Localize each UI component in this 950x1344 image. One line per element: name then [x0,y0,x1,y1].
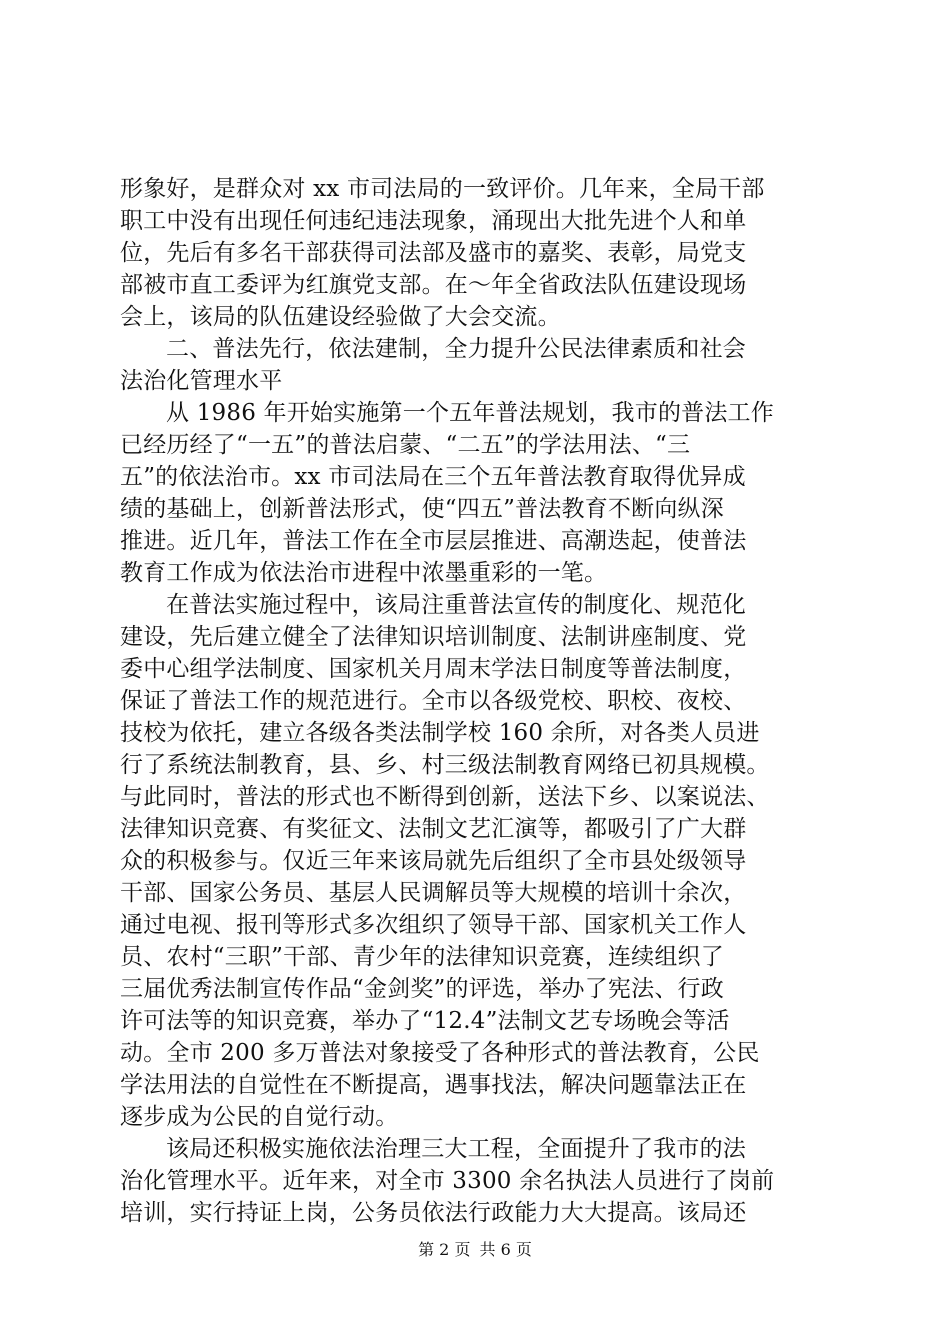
page-number: 第 2 页 [418,1240,471,1259]
section-heading-line: 法治化管理水平 [120,368,283,394]
text-line: 学法用法的自觉性在不断提高，遇事找法，解决问题靠法正在 [120,1072,747,1098]
text-line: 三届优秀法制宣传作品“金剑奖”的评选，举办了宪法、行政 [120,976,724,1002]
text-line: 保证了普法工作的规范进行。全市以各级党校、职校、夜校、 [120,688,747,714]
text-line: 与此同时，普法的形式也不断得到创新，送法下乡、以案说法、 [120,784,770,810]
text-line: 绩的基础上，创新普法形式，使“四五”普法教育不断向纵深 [120,496,724,522]
text-line: 职工中没有出现任何违纪违法现象，涌现出大批先进个人和单 [120,208,747,234]
text-line: 法律知识竞赛、有奖征文、法制文艺汇演等，都吸引了广大群 [120,816,747,842]
text-line: 已经历经了“一五”的普法启蒙、“二五”的学法用法、“三 [120,432,691,458]
text-line: 形象好，是群众对 xx 市司法局的一致评价。几年来，全局干部 [120,176,765,202]
text-line: 委中心组学法制度、国家机关月周末学法日制度等普法制度， [120,656,747,682]
page-footer [0,1240,950,1260]
document-body [120,173,840,1229]
page-total: 共 6 页 [479,1240,532,1259]
text-line: 五”的依法治市。xx 市司法局在三个五年普法教育取得优异成 [120,464,746,490]
text-line: 行了系统法制教育，县、乡、村三级法制教育网络已初具规模。 [120,752,770,778]
text-line: 在普法实施过程中，该局注重普法宣传的制度化、规范化 [166,592,746,618]
text-line: 位，先后有多名干部获得司法部及盛市的嘉奖、表彰，局党支 [120,240,747,266]
text-line: 众的积极参与。仅近三年来该局就先后组织了全市县处级领导 [120,848,747,874]
text-line: 逐步成为公民的自觉行动。 [120,1104,399,1130]
text-line: 干部、国家公务员、基层人民调解员等大规模的培训十余次， [120,880,747,906]
text-line: 技校为依托，建立各级各类法制学校 160 余所，对各类人员进 [120,720,760,746]
text-line: 建设，先后建立健全了法律知识培训制度、法制讲座制度、党 [120,624,747,650]
text-line: 通过电视、报刊等形式多次组织了领导干部、国家机关工作人 [120,912,747,938]
text-line: 部被市直工委评为红旗党支部。在～年全省政法队伍建设现场 [120,272,747,298]
text-line: 教育工作成为依法治市进程中浓墨重彩的一笔。 [120,560,608,586]
text-line: 推进。近几年，普法工作在全市层层推进、高潮迭起，使普法 [120,528,747,554]
section-heading-line: 二、普法先行，依法建制，全力提升公民法律素质和社会 [166,336,746,362]
text-line: 治化管理水平。近年来，对全市 3300 余名执法人员进行了岗前 [120,1168,775,1194]
text-line: 员、农村“三职”干部、青少年的法律知识竞赛，连续组织了 [120,944,724,970]
text-line: 该局还积极实施依法治理三大工程，全面提升了我市的法 [166,1136,746,1162]
text-line: 动。全市 200 多万普法对象接受了各种形式的普法教育，公民 [120,1040,760,1066]
text-line: 培训，实行持证上岗，公务员依法行政能力大大提高。该局还 [120,1200,747,1226]
text-line: 从 1986 年开始实施第一个五年普法规划，我市的普法工作 [166,400,774,426]
text-line: 会上，该局的队伍建设经验做了大会交流。 [120,304,561,330]
text-line: 许可法等的知识竞赛，举办了“12.4”法制文艺专场晚会等活 [120,1008,730,1034]
